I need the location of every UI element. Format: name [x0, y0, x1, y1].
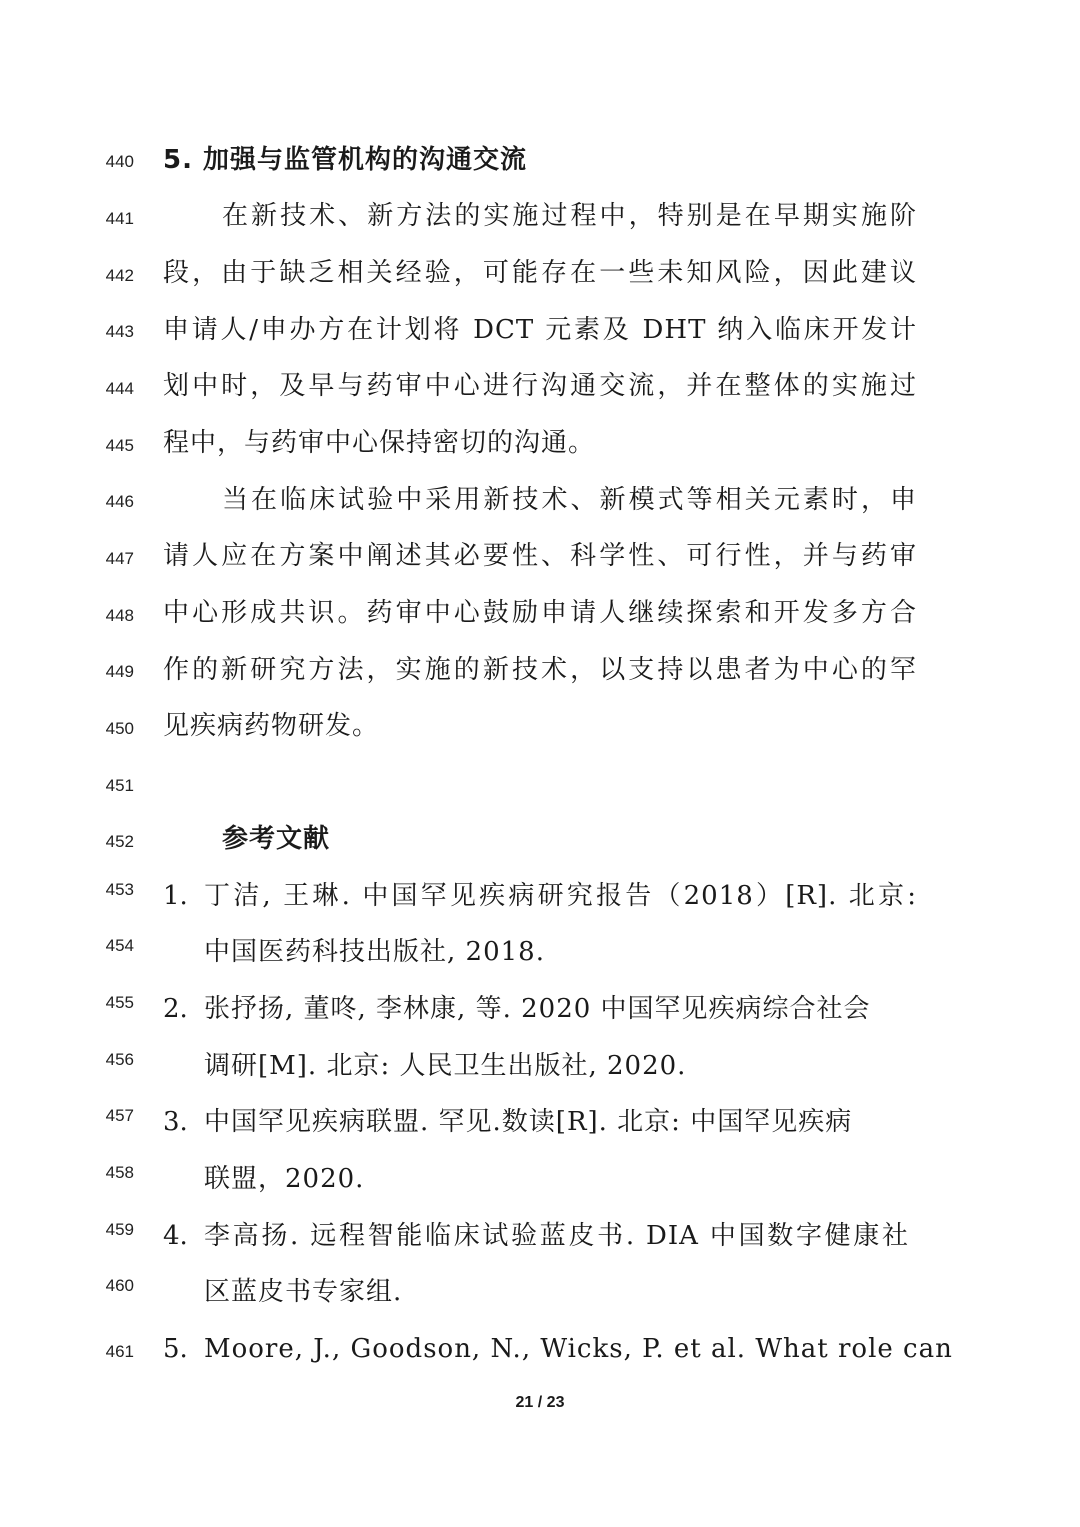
- line-number: 458: [105, 1163, 134, 1182]
- line-number: 441: [105, 209, 134, 228]
- reference-line: Moore, J., Goodson, N., Wicks, P. et al. What role can: [204, 1334, 953, 1364]
- line-number: 456: [105, 1050, 134, 1069]
- page-number: 21 / 23: [515, 1394, 565, 1411]
- paragraph-line: 请人应在方案中阐述其必要性、科学性、可行性，并与药审: [163, 541, 917, 571]
- reference-line: 区蓝皮书专家组.: [204, 1277, 403, 1307]
- line-number: 460: [105, 1276, 134, 1295]
- line-number: 459: [105, 1220, 134, 1239]
- reference-number: 3.: [163, 1107, 188, 1137]
- reference-line: 张抒扬, 董咚, 李林康, 等. 2020 中国罕见疾病综合社会: [204, 994, 871, 1024]
- line-number: 443: [105, 322, 134, 341]
- paragraph-line: 申请人/申办方在计划将 DCT 元素及 DHT 纳入临床开发计: [163, 315, 917, 345]
- paragraph-line: 在新技术、新方法的实施过程中，特别是在早期实施阶: [222, 201, 917, 231]
- reference-number: 4.: [163, 1221, 188, 1251]
- paragraph-line: 程中，与药审中心保持密切的沟通。: [163, 428, 596, 458]
- reference-line: 联盟，2020.: [204, 1164, 365, 1194]
- line-number: 447: [105, 549, 134, 568]
- line-number: 453: [105, 880, 134, 899]
- line-number: 451: [105, 776, 134, 795]
- reference-line: 调研[M]. 北京: 人民卫生出版社, 2020.: [204, 1051, 687, 1081]
- line-number: 448: [105, 606, 134, 625]
- paragraph-line: 划中时，及早与药审中心进行沟通交流，并在整体的实施过: [163, 371, 917, 401]
- paragraph-line: 中心形成共识。药审中心鼓励申请人继续探索和开发多方合: [163, 598, 917, 628]
- line-number: 442: [105, 266, 134, 285]
- line-number: 450: [105, 719, 134, 738]
- reference-number: 1.: [163, 881, 188, 911]
- reference-line: 中国罕见疾病联盟. 罕见.数读[R]. 北京: 中国罕见疾病: [204, 1107, 853, 1137]
- section-heading: 5. 加强与监管机构的沟通交流: [163, 145, 528, 175]
- paragraph-line: 当在临床试验中采用新技术、新模式等相关元素时，申: [222, 485, 917, 515]
- line-number: 440: [105, 152, 134, 171]
- line-number: 457: [105, 1106, 134, 1125]
- line-number: 461: [105, 1342, 134, 1361]
- reference-line: 中国医药科技出版社, 2018.: [204, 937, 545, 967]
- line-number: 444: [105, 379, 134, 398]
- reference-number: 5.: [163, 1334, 188, 1364]
- references-heading: 参考文献: [222, 824, 331, 854]
- line-number: 455: [105, 993, 134, 1012]
- reference-line: 丁洁, 王琳. 中国罕见疾病研究报告（2018）[R]. 北京:: [204, 881, 917, 911]
- line-number: 449: [105, 662, 134, 681]
- reference-line: 李高扬. 远程智能临床试验蓝皮书. DIA 中国数字健康社: [204, 1221, 909, 1251]
- paragraph-line: 作的新研究方法，实施的新技术，以支持以患者为中心的罕: [163, 655, 917, 685]
- line-number: 446: [105, 492, 134, 511]
- reference-number: 2.: [163, 994, 188, 1024]
- line-number: 454: [105, 936, 134, 955]
- paragraph-line: 见疾病药物研发。: [163, 711, 380, 741]
- paragraph-line: 段，由于缺乏相关经验，可能存在一些未知风险，因此建议: [163, 258, 917, 288]
- line-number: 452: [105, 832, 134, 851]
- line-number: 445: [105, 436, 134, 455]
